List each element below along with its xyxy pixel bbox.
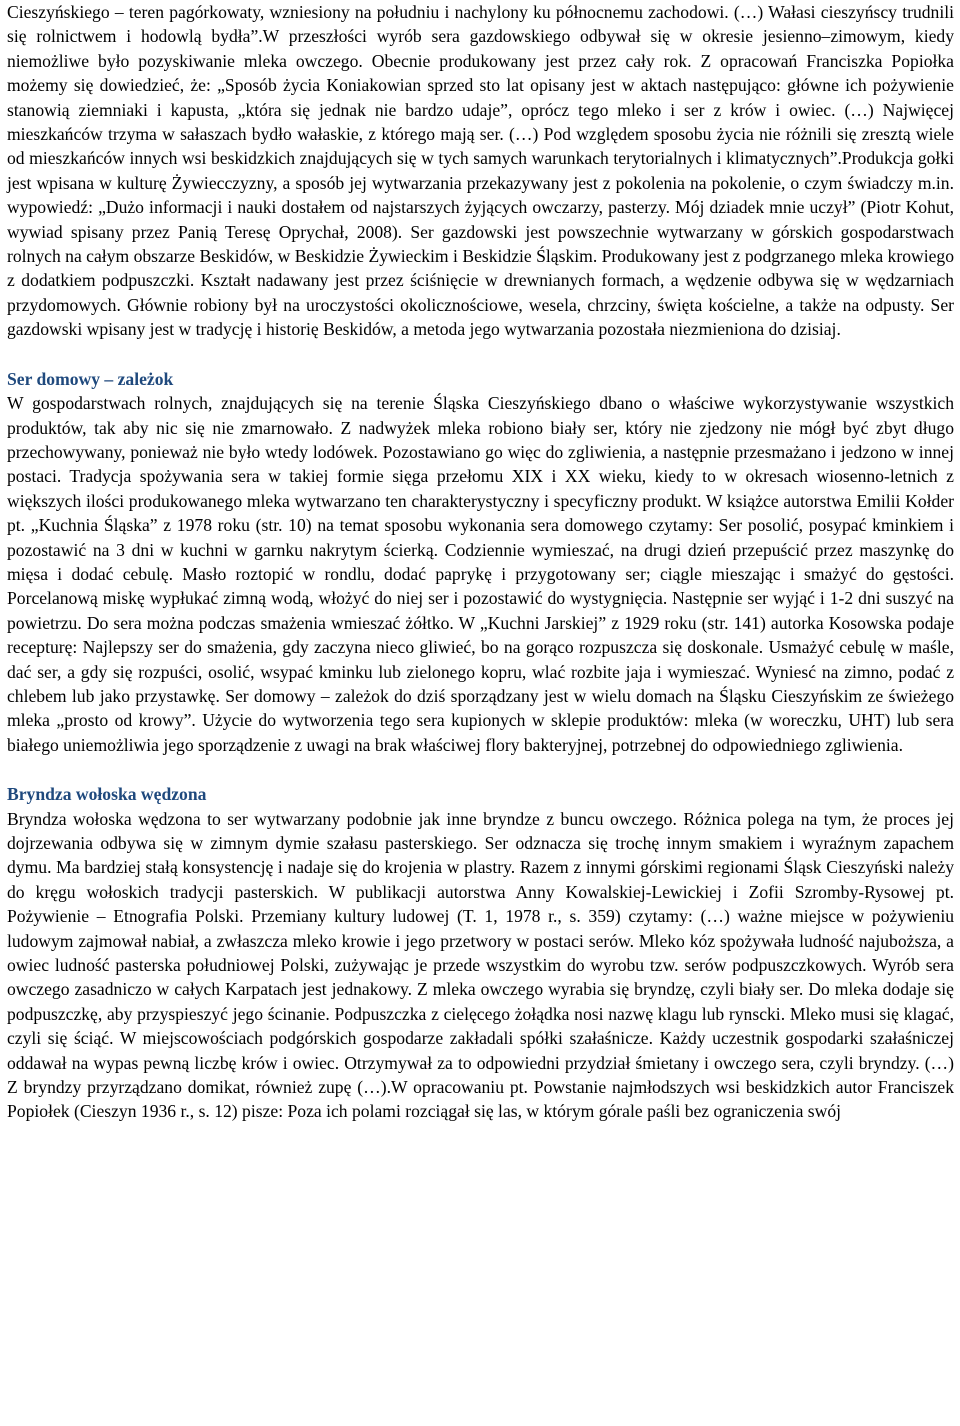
section-spacer (7, 342, 954, 367)
bryndza-paragraph: Bryndza wołoska wędzona to ser wytwarzany podobnie jak inne bryndze z buncu owczego. Różnica polega na tym, że proces jej dojrzewania odbywa się w zimnym dymie szałasu pasterskiego. Ser odznacza się trochę innym smakiem i wyraźnym zapachem dymu. Ma bardziej stałą konsystencję i nadaje się do krojenia w plastry. Razem z innymi górskimi regionami Śląsk Cieszyński należy do kręgu wołoskich tradycji pasterskich. W publikacji autorstwa Anny Kowalskiej-Lewickiej i Zofii Szromby-Rysowej pt. Pożywienie – Etnografia Polski. Przemiany kultury ludowej (T. 1, 1978 r., s. 359) czytamy: (…) ważne miejsce w pożywieniu ludowym zajmował nabiał, a zwłaszcza mleko krowie i jego przetwory w postaci serów. Mleko kóz spożywała ludność najuboższa, a owiec ludność pasterska południowej Polski, zużywając je przede wszystkim do wyrobu tzw. serów podpuszczkowych. Wyrób sera owczego zasadniczo w całych Karpatach jest jednakowy. Z mleka owczego wyrabia się bryndzę, czyli biały ser. Do mleka dodaje się podpuszczkę, aby przyspieszyć jego ścinanie. Podpuszczka z cielęcego żołądka nosi nazwę klagu lub rynscki. Mleko musi się klagać, czyli się ściąć. W miejscowościach podgórskich gospodarze zakładali spółki szałaśnicze. Każdy uczestnik gospodarki szałaśniczej oddawał na wypas pewną liczbę krów i owiec. Otrzymywał za to odpowiedni przydział śmietany i owczego sera, czyli bryndzy. (…) Z bryndzy przyrządzano domikat, również zupę (…).W opracowaniu pt. Powstanie najmłodszych wsi beskidzkich autor Franciszek Popiołek (Cieszyn 1936 r., s. 12) pisze: Poza ich polami rozciągał się las, w którym górale paśli bez ograniczenia swój (7, 808, 954, 1122)
section-heading-ser-domowy: Ser domowy – zależok (7, 368, 174, 389)
intro-paragraph: Cieszyńskiego – teren pagórkowaty, wzniesiony na południu i nachylony ku północnemu zachodowi. (…) Wałasi cieszyńscy trudnili się rolnictwem i hodowlą bydła”.W przeszłości wyrób sera gazdowskiego odbywał się w okresie jesienno–zimowym, kiedy niemożliwe było pozyskiwanie mleka owczego. Obecnie produkowany jest przez cały rok. Z opracowań Franciszka Popiołka możemy się dowiedzieć, że: „Sposób życia Koniakowian sprzed sto lat opisany jest w aktach następująco: główne ich pożywienie stanowią ziemniaki i kapusta, „która się jednak nie bardzo udaje”, oprócz tego mleko i ser z krów i owiec. (…) Najwięcej mieszkańców trzyma w sałaszach bydło wałaskie, z którego mają ser. (…) Pod względem sposobu życia nie różnili się zresztą wiele od mieszkańców innych wsi beskidzkich znajdujących się w tych samych warunkach terytorialnych i klimatycznych”.Produkcja gołki jest wpisana w kulturę Żywiecczyzny, a sposób jej wytwarzania przekazywany jest z pokolenia na pokolenie, o czym świadczy m.in. wypowiedź: „Dużo informacji i nauki dostałem od najstarszych żyjących owczarzy, pasterzy. Mój dziadek mnie uczył” (Piotr Kohut, wywiad spisany przez Panią Teresę Oprychał, 2008). Ser gazdowski jest powszechnie wytwarzany w górskich gospodarstwach rolnych na całym obszarze Beskidów, w Beskidzie Żywieckim i Beskidzie Śląskim. Produkowany jest z podgrzanego mleka krowiego z dodatkiem podpuszczki. Kształt nadawany jest przez ściśnięcie w drewnianych formach, a wędzenie odbywa się w wędzarniach przydomowych. Głównie robiony był na uroczystości okolicznościowe, wesela, chrzciny, święta kościelne, a także na odpusty. Ser gazdowski wpisany jest w tradycję i historię Beskidów, a metoda jego wytwarzania pozostała niezmieniona do dzisiaj. (7, 2, 954, 340)
section-spacer (7, 757, 954, 782)
ser-domowy-paragraph: W gospodarstwach rolnych, znajdujących się na terenie Śląska Cieszyńskiego dbano o właściwe wykorzystywanie wszystkich produktów, tak aby nic się nie zmarnowało. Z nadwyżek mleka robiono biały ser, który nie zjedzony nie mógł być zbyt długo przechowywany, ponieważ nie było wtedy lodówek. Pozostawiano go więc do zgliwienia, a następnie przesmażano i jedzono w innej postaci. Tradycja spożywania sera w takiej formie sięga przełomu XIX i XX wieku, kiedy to w okresach wiosenno-letnich z większych ilości produkowanego mleka wytwarzano ten charakterystyczny i specyficzny produkt. W książce autorstwa Emilii Kołder pt. „Kuchnia Śląska” z 1978 roku (str. 10) na temat sposobu wykonania sera domowego czytamy: Ser posolić, posypać kminkiem i pozostawić na 3 dni w kuchni w garnku nakrytym ścierką. Codziennie wymieszać, na drugi dzień przepuścić przez maszynkę do mięsa i dodać cebulę. Masło roztopić w rondlu, dodać paprykę i przygotowany ser; ciągle mieszając i smażyć do gęstości. Porcelanową miskę wypłukać zimną wodą, włożyć do niej ser i pozostawić do wystygnięcia. Następnie ser wyjąć i 1-2 dni suszyć na powietrzu. Do sera można podczas smażenia wmieszać żółtko. W „Kuchni Jarskiej” z 1929 roku (str. 141) autorka Kosowska podaje recepturę: Najlepszy ser do smażenia, gdy zaczyna nieco gliwieć, bo na gorąco rozpuszcza się doskonale. Usmażyć cebulę w maśle, dać ser, a gdy się rozpuści, osolić, wsypać kminku lub zielonego kopru, wlać rozbite jaja i wymieszać. Wyniesć na zimno, podać z chlebem lub jako przystawkę. Ser domowy – zależok do dziś sporządzany jest w wielu domach na Śląsku Cieszyńskim ze świeżego mleka „prosto od krowy”. Użycie do wytworzenia tego sera kupionych w sklepie produktów: mleka (w woreczku, UHT) lub sera białego uniemożliwia jego sporządzenie z uwagi na brak właściwej flory bakteryjnej, potrzebnej do odpowiedniego zgliwienia. (7, 393, 954, 755)
section-heading-bryndza: Bryndza wołoska wędzona (7, 784, 207, 805)
